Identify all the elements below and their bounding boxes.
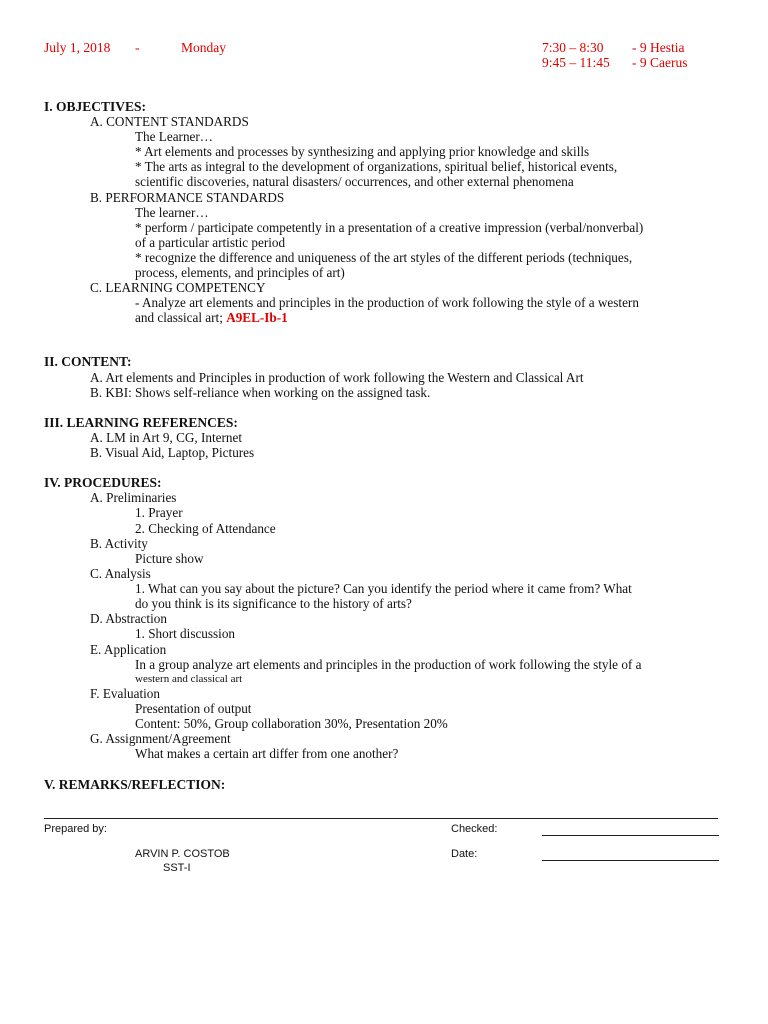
objectives-title: I. OBJECTIVES: (44, 99, 147, 114)
checked-label: Checked: (451, 823, 498, 835)
procedure-abstraction: D. Abstraction (90, 611, 167, 626)
footer-divider (44, 818, 718, 819)
content-standard-item-2-cont: scientific discoveries, natural disasters/ occurrences, and other external phenomena (135, 174, 574, 189)
preparer-position: SST-I (163, 862, 191, 874)
procedure-short-discussion: 1. Short discussion (135, 626, 236, 641)
prepared-by-label: Prepared by: (44, 823, 107, 835)
lesson-day: Monday (181, 40, 226, 55)
procedure-analysis-question: 1. What can you say about the picture? Can you identify the period where it came from? What (135, 581, 632, 596)
content-standard-item-2: * The arts as integral to the development of organizations, spiritual belief, historical events, (135, 159, 618, 174)
schedule-time-1: 7:30 – 8:30 (542, 40, 604, 55)
date-label: Date: (451, 848, 478, 860)
schedule-section-2: - 9 Caerus (632, 55, 688, 70)
reference-item-a: A. LM in Art 9, CG, Internet (90, 430, 243, 445)
header-dash: - (135, 40, 140, 55)
learning-competency-heading: C. LEARNING COMPETENCY (90, 280, 266, 295)
procedure-application-text-cont: western and classical art (135, 673, 243, 685)
procedure-analysis-question-cont: do you think is its significance to the history of arts? (135, 596, 412, 611)
performance-standard-item-2-cont: process, elements, and principles of art) (135, 265, 345, 280)
schedule-time-2: 9:45 – 11:45 (542, 55, 610, 70)
procedure-preliminaries: A. Preliminaries (90, 490, 177, 505)
content-standard-item-1: * Art elements and processes by synthesizing and applying prior knowledge and skills (135, 144, 590, 159)
performance-standard-item-1: * perform / participate competently in a presentation of a creative impression (verbal/nonverbal) (135, 220, 644, 235)
procedure-application-text: In a group analyze art elements and principles in the production of work following the style of a (135, 657, 642, 672)
performance-standard-item-2: * recognize the difference and uniqueness of the art styles of the different periods (techniques, (135, 250, 633, 265)
references-title: III. LEARNING REFERENCES: (44, 415, 238, 430)
competency-code: A9EL-Ib-1 (226, 310, 288, 325)
procedure-attendance: 2. Checking of Attendance (135, 521, 276, 536)
procedure-assignment: G. Assignment/Agreement (90, 731, 231, 746)
performance-standards-intro: The learner… (135, 205, 209, 220)
reference-item-b: B. Visual Aid, Laptop, Pictures (90, 445, 255, 460)
checked-signature-line (542, 835, 719, 836)
date-signature-line (542, 860, 719, 861)
performance-standard-item-1-cont: of a particular artistic period (135, 235, 286, 250)
procedure-prayer: 1. Prayer (135, 505, 183, 520)
preparer-name: ARVIN P. COSTOB (135, 848, 230, 860)
content-item-a: A. Art elements and Principles in production of work following the Western and Classical Art (90, 370, 584, 385)
learning-competency-text-end: and classical art; (135, 310, 223, 325)
procedure-evaluation: F. Evaluation (90, 686, 160, 701)
procedure-grading: Content: 50%, Group collaboration 30%, Presentation 20% (135, 716, 448, 731)
procedure-assignment-question: What makes a certain art differ from one another? (135, 746, 399, 761)
procedure-application: E. Application (90, 642, 167, 657)
procedure-presentation-output: Presentation of output (135, 701, 252, 716)
lesson-date: July 1, 2018 (44, 40, 111, 55)
content-standards-intro: The Learner… (135, 129, 213, 144)
learning-competency-text-cont (135, 310, 288, 325)
content-item-b: B. KBI: Shows self-reliance when working on the assigned task. (90, 385, 431, 400)
learning-competency-text: - Analyze art elements and principles in the production of work following the style of a western (135, 295, 639, 310)
procedure-picture-show: Picture show (135, 551, 204, 566)
remarks-title: V. REMARKS/REFLECTION: (44, 777, 226, 792)
content-standards-heading: A. CONTENT STANDARDS (90, 114, 249, 129)
content-title: II. CONTENT: (44, 354, 132, 369)
procedure-activity: B. Activity (90, 536, 148, 551)
procedure-analysis: C. Analysis (90, 566, 151, 581)
procedures-title: IV. PROCEDURES: (44, 475, 162, 490)
schedule-section-1: - 9 Hestia (632, 40, 685, 55)
performance-standards-heading: B. PERFORMANCE STANDARDS (90, 190, 285, 205)
